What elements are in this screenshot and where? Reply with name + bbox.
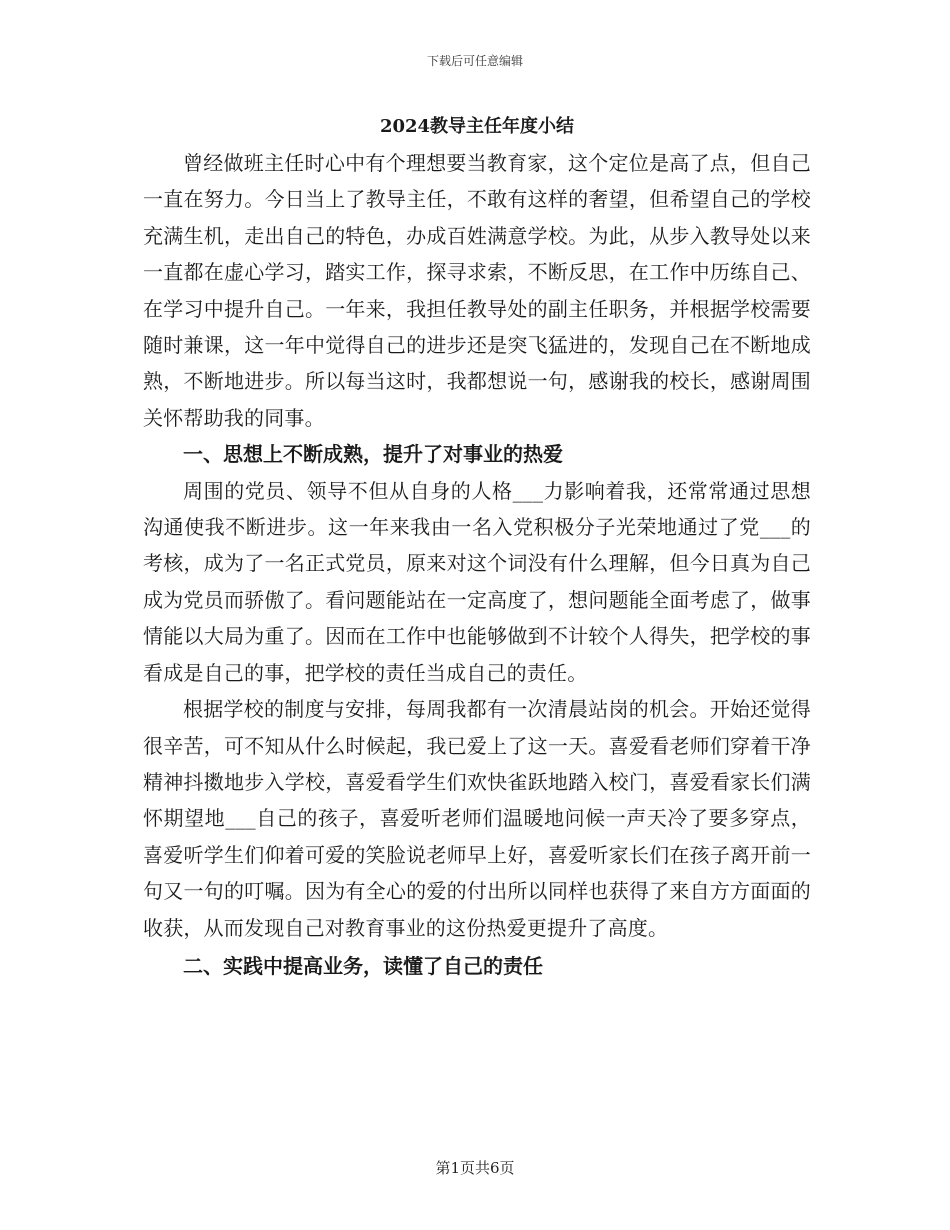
section-heading-2: 二、实践中提高业务，读懂了自己的责任 — [183, 953, 543, 978]
paragraph-section1-a: 周围的党员、领导不但从自身的人格___力影响着我，还常常通过思想沟通使我不断进步。这一年来我由一名入党积极分子光荣地通过了党___的考核，成为了一名正式党员，原来对这个词没有什么理解，但今日真为自己成为党员而骄傲了。看问题能站在一定高度了，想问题能全面考虑了，做事情能以大局为重了。因而在工作中也能够做到不计较个人得失，把学校的事看成是自己的事，把学校的责任当成自己的责任。 — [143, 478, 811, 685]
paragraph-intro: 曾经做班主任时心中有个理想要当教育家，这个定位是高了点，但自己一直在努力。今日当上了教导主任，不敢有这样的奢望，但希望自己的学校充满生机，走出自己的特色，办成百姓满意学校。为此，从步入教导处以来一直都在虚心学习，踏实工作，探寻求索，不断反思，在工作中历练自己、在学习中提升自己。一年来，我担任教导处的副主任职务，并根据学校需要随时兼课，这一年中觉得自己的进步还是突飞猛进的，发现自己在不断地成熟，不断地进步。所以每当这时，我都想说一句，感谢我的校长，感谢周围关怀帮助我的同事。 — [143, 151, 811, 430]
document-body — [143, 112, 811, 984]
header-note: 下载后可任意编辑 — [426, 54, 523, 68]
paragraph-section1-b: 根据学校的制度与安排，每周我都有一次清晨站岗的机会。开始还觉得很辛苦，可不知从什么时候起，我已爱上了这一天。喜爱看老师们穿着干净精神抖擞地步入学校，喜爱看学生们欢快雀跃地踏入校门，喜爱看家长们满怀期望地___自己的孩子，喜爱听老师们温暖地问候一声天冷了要多穿点，喜爱听学生们仰着可爱的笑脸说老师早上好，喜爱听家长们在孩子离开前一句又一句的叮嘱。因为有全心的爱的付出所以同样也获得了来自方方面面的收获，从而发现自己对教育事业的这份热爱更提升了高度。 — [143, 697, 811, 940]
document-title: 2024教导主任年度小结 — [379, 116, 575, 137]
section-heading-1: 一、思想上不断成熟，提升了对事业的热爱 — [183, 442, 563, 467]
page-number: 第1页共6页 — [435, 1159, 515, 1177]
